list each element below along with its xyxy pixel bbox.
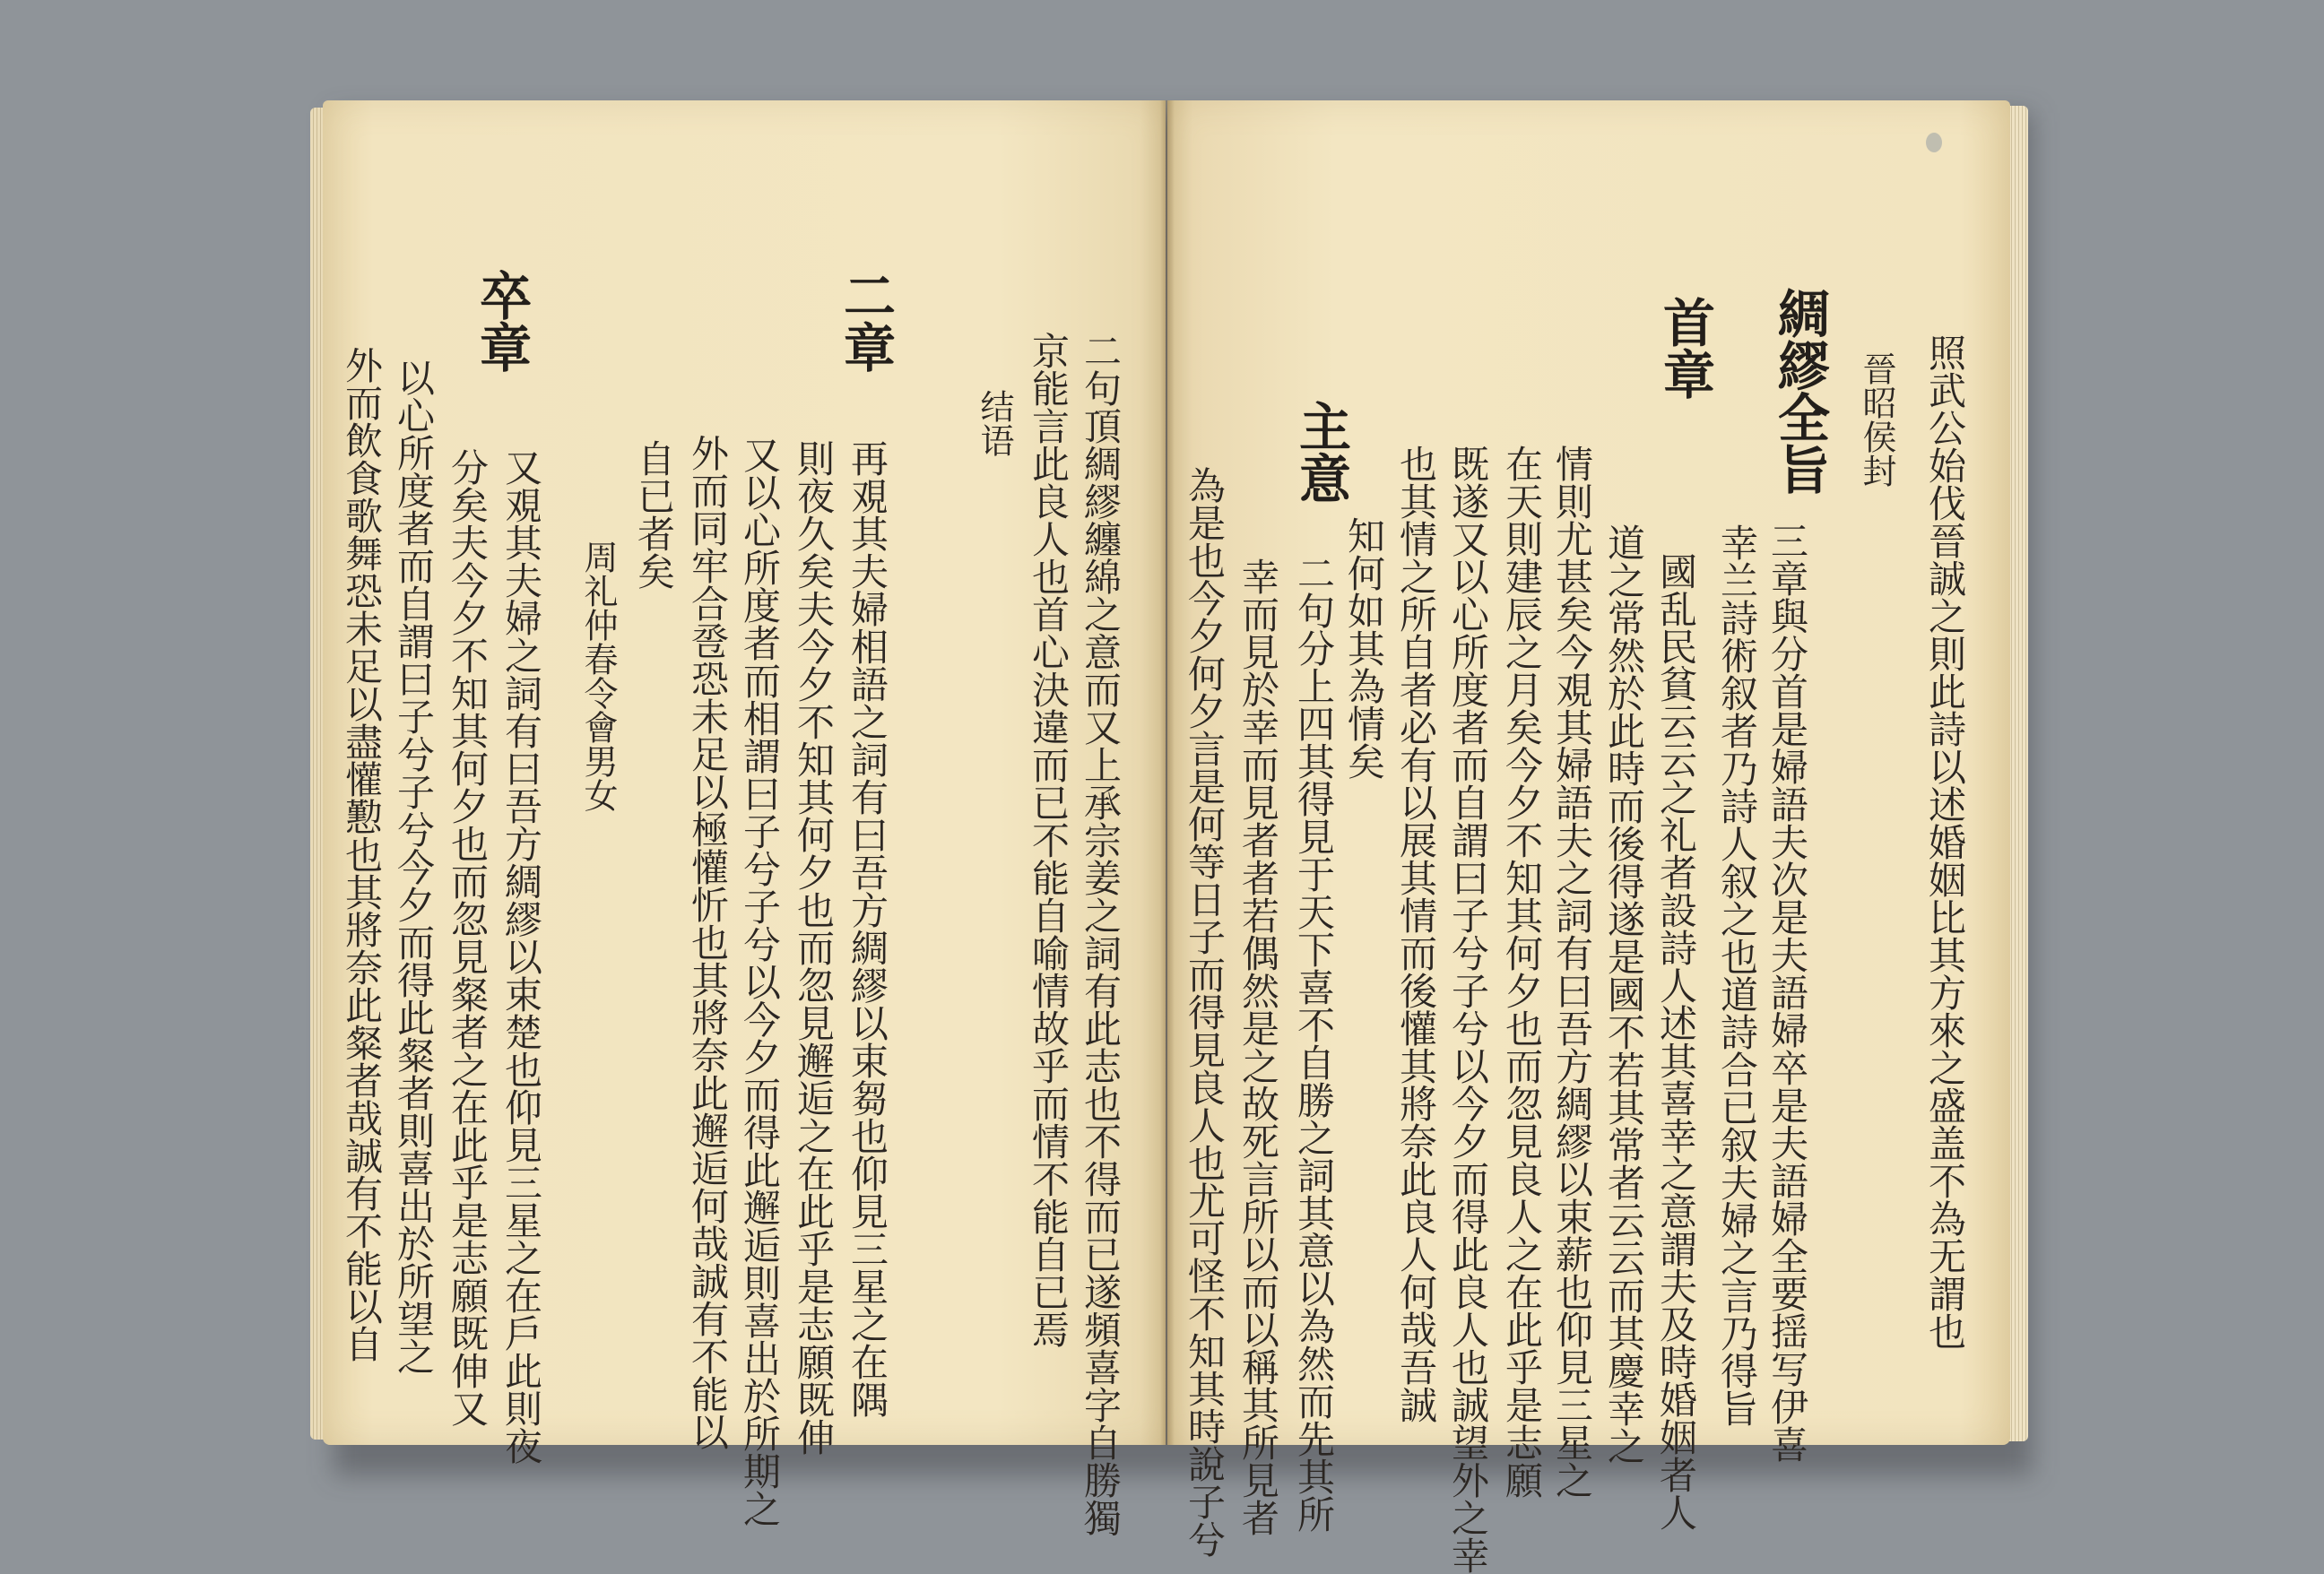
section-line: 分矣夫今夕不知其何夕也而忽見粲者之在此乎是志願既伸又 bbox=[446, 448, 490, 1427]
section-heading: 二章 bbox=[835, 269, 896, 373]
section-line: 為是也今夕何夕言是何等日子而得見良人也尤可怪不知其時說子兮 bbox=[1183, 466, 1227, 1558]
section-line: 知何如其為情矣 bbox=[1342, 516, 1386, 780]
section-line: 也其情之所自者必有以展其情而後懽其將奈此良人何哉吾誠 bbox=[1394, 445, 1438, 1423]
section-heading: 主意 bbox=[1290, 400, 1351, 504]
section-line: 京能言此良人也首心決違而已不能自喻情故乎而情不能自已焉 bbox=[1027, 332, 1071, 1348]
section-line: 二句頂綢繆纏綿之意而又上承宗姜之詞有此志也不得而已遂頻喜字自勝獨 bbox=[1079, 332, 1123, 1536]
section-line: 外而飲食歌舞恐未足以盡懽懃也其將奈此粲者哉誠有不能以自 bbox=[340, 346, 384, 1362]
section-line: 三章與分首是婦語夫次是夫語婦卒是夫語婦全要揺写伊喜 bbox=[1765, 522, 1809, 1463]
section-line: 自已者矣 bbox=[632, 439, 676, 590]
section-line: 外而同牢合卺恐未足以極懽忻也其將奈此邂逅何哉誠有不能以 bbox=[686, 434, 730, 1450]
section-line: 又覌其夫婦之詞有曰吾方綢繆以束楚也仰見三星之在戶此則夜 bbox=[499, 448, 543, 1465]
right-title-line-2: 晉昭侯封 bbox=[1857, 351, 1896, 488]
section-line: 又以心所度者而相謂曰子兮子兮以今夕而得此邂逅則喜出於所期之 bbox=[738, 436, 782, 1527]
section-heading: 首章 bbox=[1654, 296, 1715, 400]
section-heading: 綢繆全旨 bbox=[1769, 287, 1830, 495]
section-line: 二句分上四其得見于天下喜不自勝之詞其意以為然而先其所 bbox=[1292, 554, 1336, 1533]
right-title-line-1: 照武公始伐晉誠之則此詩以述婚姻比其方來之盛盖不為无謂也 bbox=[1923, 333, 1967, 1350]
section-line: 國乱民貧云云之礼者設詩人述其喜幸之意謂夫及時婚姻者人 bbox=[1654, 552, 1698, 1531]
section-line: 幸而見於幸而見者者若偶然是之故死言所以而以稱其所見者 bbox=[1236, 558, 1280, 1536]
section-line: 幸兰詩術叙者乃詩人叙之也道詩合已叙夫婦之言乃得旨 bbox=[1715, 523, 1759, 1427]
section-line: 以心所度者而自謂曰子兮子兮今夕而得此粲者則喜出於所望之 bbox=[392, 359, 436, 1375]
section-line: 情則尤甚矣今覌其婦語夫之詞有曰吾方綢繆以束薪也仰見三星之 bbox=[1550, 445, 1594, 1499]
section-note: 周礼仲春令會男女 bbox=[578, 540, 618, 812]
section-line: 在天則建辰之月矣今夕不知其何夕也而忽見良人之在此乎是志願 bbox=[1500, 445, 1544, 1499]
section-line: 既遂又以心所度者而自謂曰子兮子兮以今夕而得此良人也誠望外之幸 bbox=[1446, 445, 1490, 1574]
section-line: 則夜久矣夫今夕不知其何夕也而忽見邂逅之在此乎是志願既伸 bbox=[792, 439, 836, 1456]
book-gutter bbox=[1160, 100, 1175, 1445]
section-note: 结语 bbox=[975, 389, 1014, 457]
library-stamp-mark bbox=[1926, 133, 1942, 152]
section-line: 再覌其夫婦相語之詞有曰吾方綢繆以束芻也仰見三星之在隅 bbox=[845, 439, 889, 1418]
section-heading: 卒章 bbox=[471, 269, 532, 373]
section-line: 道之常然於此時而後得遂是國不若其常者云云而其慶幸之 bbox=[1602, 523, 1646, 1465]
